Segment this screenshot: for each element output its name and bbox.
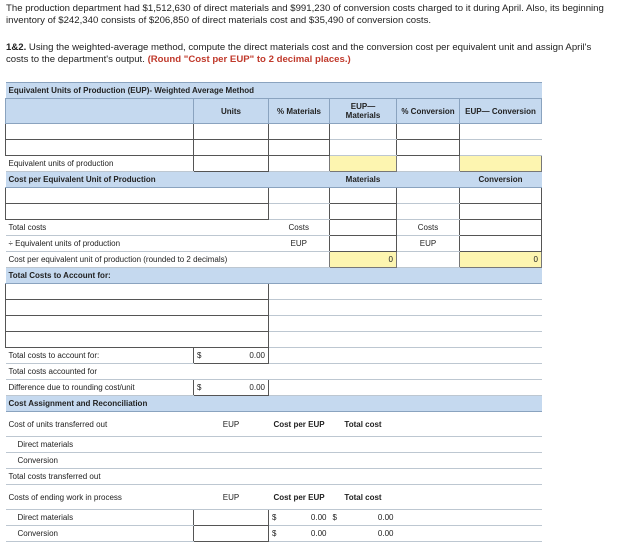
ending-conv-cost-per — [269, 526, 330, 542]
ending-dm-cost-per — [269, 510, 330, 526]
total-to-account-label: Total costs to account for: — [6, 348, 194, 364]
ending-total-cost-header: Total cost — [330, 485, 397, 510]
costs-label-mat: Costs — [269, 220, 330, 236]
input-account-3[interactable] — [6, 316, 269, 332]
requirement-text: Using the weighted-average method, compute the direct materials cost and the conversion cost per equivalent unit and assign April's costs to the department's output. — [6, 42, 592, 65]
input-conv-cost-1[interactable] — [460, 188, 542, 204]
requirement — [6, 42, 616, 66]
transferred-total-cost-header: Total cost — [330, 412, 397, 437]
col-materials: Materials — [330, 172, 397, 188]
problem-intro: The production department had $1,512,630 of direct materials and $991,230 of conversion costs charged to it during April. Also, its beginning inventory of $242,340 consists of $206,850 of direct materials cost and $35,490 of conversion costs. — [6, 3, 604, 26]
rounding-label: Difference due to rounding cost/unit — [6, 380, 194, 396]
eup-conv-1 — [460, 124, 542, 140]
cost-transferred-label: Cost of units transferred out — [6, 412, 194, 437]
header-units: Units — [194, 99, 269, 124]
dollar-sign: $ — [197, 351, 202, 360]
section-title-eup: Equivalent Units of Production (EUP)- Weighted Average Method — [6, 83, 542, 99]
ending-dm-total-amount: 0.00 — [377, 513, 394, 522]
input-eup-label-1[interactable] — [6, 124, 194, 140]
dollar-sign: $ — [272, 529, 277, 538]
total-mat-costs[interactable] — [330, 220, 397, 236]
input-pct-conv-1[interactable] — [397, 124, 460, 140]
eup-conv-2 — [460, 140, 542, 156]
eup-mat-1 — [330, 124, 397, 140]
input-account-2[interactable] — [6, 300, 269, 316]
rounding-note: (Round "Cost per EUP" to 2 decimal places.) — [147, 54, 351, 65]
eup-label-conv: EUP — [397, 236, 460, 252]
total-units[interactable] — [194, 156, 269, 172]
transferred-conv-label: Conversion — [6, 453, 194, 469]
dollar-sign: $ — [332, 513, 337, 522]
div-eup-mat[interactable] — [330, 236, 397, 252]
transferred-eup-header: EUP — [194, 412, 269, 437]
input-pct-conv-2[interactable] — [397, 140, 460, 156]
input-account-1[interactable] — [6, 284, 269, 300]
eup-conversion-total[interactable] — [460, 156, 542, 172]
div-eup-conv[interactable] — [460, 236, 542, 252]
ending-dm-eup[interactable] — [194, 510, 269, 526]
section-title-total-account: Total Costs to Account for: — [6, 268, 542, 284]
ending-conv-eup[interactable] — [194, 526, 269, 542]
header-eup-materials: EUP— Materials — [330, 99, 397, 124]
eup-table — [5, 82, 542, 542]
total-to-account-amount: 0.00 — [249, 351, 265, 360]
input-cost-label-2[interactable] — [6, 204, 269, 220]
eq-units-label: Equivalent units of production — [6, 156, 194, 172]
input-mat-cost-2[interactable] — [330, 204, 397, 220]
ending-cost-per-eup-header: Cost per EUP — [269, 485, 330, 510]
eup-materials-total[interactable] — [330, 156, 397, 172]
ending-conv-total: 0.00 — [330, 526, 397, 542]
costs-label-conv: Costs — [397, 220, 460, 236]
total-to-account-value[interactable] — [194, 348, 269, 364]
input-units-1[interactable] — [194, 124, 269, 140]
input-units-2[interactable] — [194, 140, 269, 156]
header-pct-materials: % Materials — [269, 99, 330, 124]
input-pct-mat-1[interactable] — [269, 124, 330, 140]
ending-dm-total — [330, 510, 397, 526]
input-account-4[interactable] — [6, 332, 269, 348]
dollar-sign: $ — [197, 383, 202, 392]
cost-per-eup-label: Cost per equivalent unit of production (rounded to 2 decimals) — [6, 252, 330, 268]
transferred-cost-per-eup-header: Cost per EUP — [269, 412, 330, 437]
ending-wip-label: Costs of ending work in process — [6, 485, 194, 510]
input-pct-mat-2[interactable] — [269, 140, 330, 156]
ending-conv-cost-per-amount: 0.00 — [310, 529, 327, 538]
ending-eup-header: EUP — [194, 485, 269, 510]
ending-dm-cost-per-amount: 0.00 — [310, 513, 327, 522]
input-mat-cost-1[interactable] — [330, 188, 397, 204]
cost-per-eup-conversion[interactable]: 0 — [460, 252, 542, 268]
section-title-cost-per: Cost per Equivalent Unit of Production — [6, 172, 330, 188]
header-pct-conversion: % Conversion — [397, 99, 460, 124]
ending-dm-label: Direct materials — [6, 510, 194, 526]
input-cost-label-1[interactable] — [6, 188, 269, 204]
eup-mat-2 — [330, 140, 397, 156]
total-accounted-label: Total costs accounted for — [6, 364, 194, 380]
section-title-assignment: Cost Assignment and Reconciliation — [6, 396, 542, 412]
ending-conv-label: Conversion — [6, 526, 194, 542]
rounding-amount: 0.00 — [249, 383, 265, 392]
cost-per-eup-materials[interactable]: 0 — [330, 252, 397, 268]
total-costs-label: Total costs — [6, 220, 194, 236]
rounding-value[interactable] — [194, 380, 269, 396]
total-accounted-value — [194, 364, 269, 380]
requirement-number: 1&2. — [6, 42, 27, 53]
input-eup-label-2[interactable] — [6, 140, 194, 156]
total-conv-costs[interactable] — [460, 220, 542, 236]
total-transferred-label: Total costs transferred out — [6, 469, 194, 485]
input-conv-cost-2[interactable] — [460, 204, 542, 220]
transferred-dm-label: Direct materials — [6, 437, 194, 453]
dollar-sign: $ — [272, 513, 277, 522]
header-blank — [6, 99, 194, 124]
div-eup-label: ÷ Equivalent units of production — [6, 236, 194, 252]
col-conversion: Conversion — [460, 172, 542, 188]
header-eup-conversion: EUP— Conversion — [460, 99, 542, 124]
eup-label-mat: EUP — [269, 236, 330, 252]
